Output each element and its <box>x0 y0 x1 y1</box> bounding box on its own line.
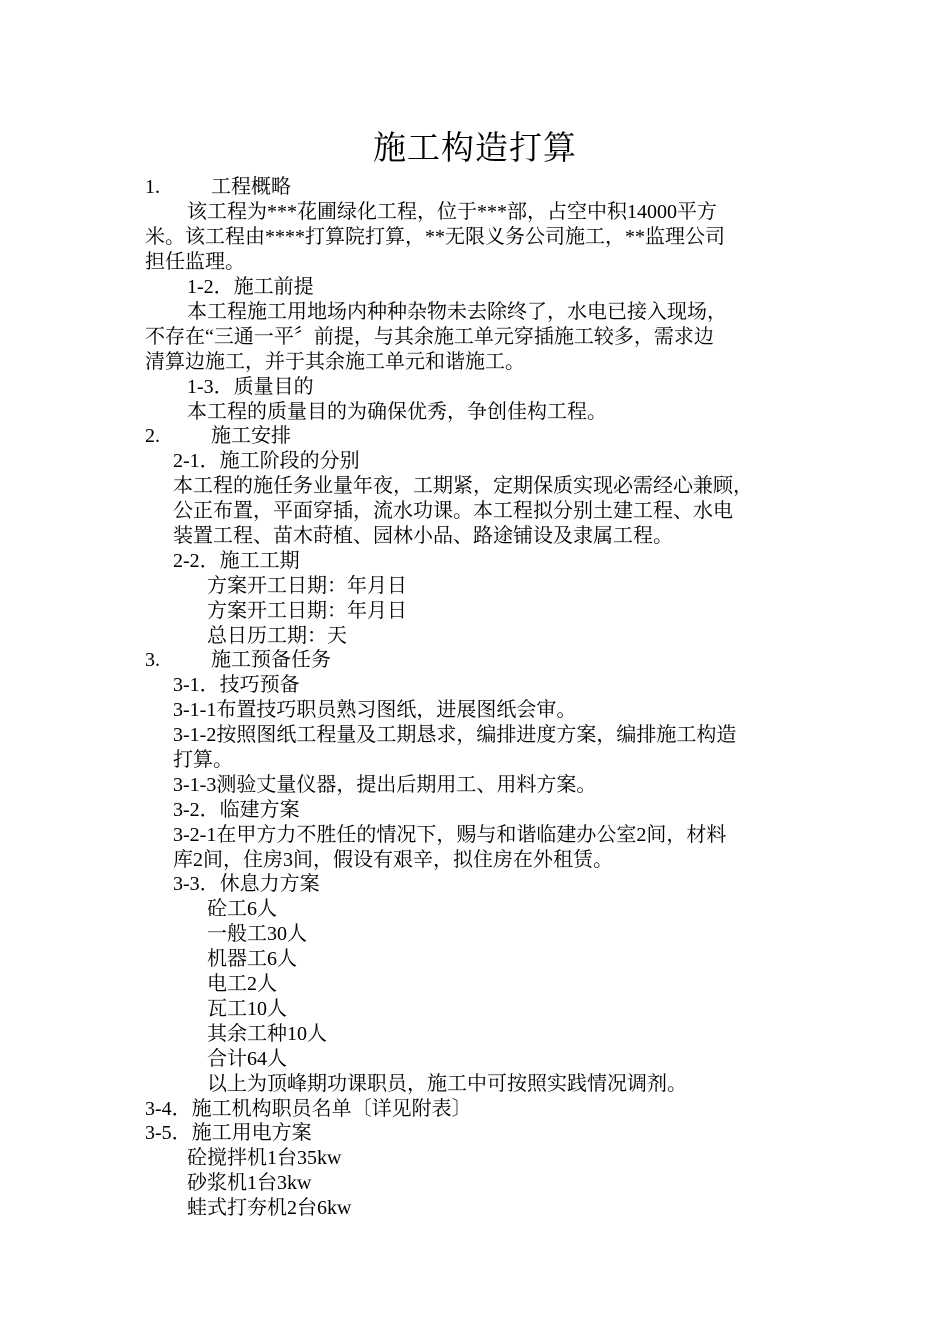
subsection-heading: 3-4．施工机构职员名单〔详见附表〕 <box>145 1098 472 1120</box>
list-line: 合计64人 <box>207 1048 287 1070</box>
subsection-heading: 3-2．临建方案 <box>173 799 300 821</box>
list-line: 砼工6人 <box>207 898 277 920</box>
list-line: 瓦工10人 <box>207 998 287 1020</box>
paragraph-line: 担任监理。 <box>145 251 245 273</box>
section-title: 施工预备任务 <box>211 649 331 671</box>
section-heading-3 <box>145 648 331 673</box>
section-title: 施工安排 <box>211 425 291 447</box>
paragraph-line: 以上为顶峰期功课职员，施工中可按照实践情况调剂。 <box>207 1073 687 1095</box>
list-line: 其余工种10人 <box>207 1023 327 1045</box>
paragraph-line: 米。该工程由****打算院打算，**无限义务公司施工，**监理公司 <box>145 226 725 248</box>
list-line: 总日历工期：天 <box>207 625 347 647</box>
subsection-heading: 1-3．质量目的 <box>187 376 314 398</box>
paragraph-line: 3-1-3测验丈量仪器，提出后期用工、用料方案。 <box>173 774 597 796</box>
list-line: 砼搅拌机1台35kw <box>187 1147 342 1169</box>
subsection-heading: 3-3．休息力方案 <box>173 873 320 895</box>
subsection-heading: 2-2．施工工期 <box>173 550 300 572</box>
paragraph-line: 清算边施工，并于其余施工单元和谐施工。 <box>145 351 525 373</box>
paragraph-line: 3-2-1在甲方力不胜任的情况下，赐与和谐临建办公室2间，材料 <box>173 824 727 846</box>
section-title: 工程概略 <box>211 176 291 198</box>
section-heading-2 <box>145 424 291 449</box>
section-number: 1. <box>145 176 160 198</box>
paragraph-line: 不存在“三通一平〞前提，与其余施工单元穿插施工较多，需求边 <box>145 326 714 348</box>
subsection-heading: 3-5．施工用电方案 <box>145 1122 312 1144</box>
subsection-heading: 3-1．技巧预备 <box>173 674 300 696</box>
paragraph-line: 本工程施工用地场内种种杂物未去除终了，水电已接入现场， <box>187 301 727 323</box>
paragraph-line: 打算。 <box>173 749 233 771</box>
list-line: 方案开工日期：年月日 <box>207 600 407 622</box>
paragraph-line: 3-1-1布置技巧职员熟习图纸，进展图纸会审。 <box>173 699 577 721</box>
section-number: 3. <box>145 649 160 671</box>
paragraph-line: 该工程为***花圃绿化工程，位于***部，占空中积14000平方 <box>187 201 717 223</box>
subsection-heading: 2-1．施工阶段的分别 <box>173 450 360 472</box>
paragraph-line: 库2间，住房3间，假设有艰辛，拟住房在外租赁。 <box>173 849 613 871</box>
list-line: 蛙式打夯机2台6kw <box>187 1197 352 1219</box>
list-line: 机器工6人 <box>207 948 297 970</box>
paragraph-line: 公正布置，平面穿插，流水功课。本工程拟分别土建工程、水电 <box>173 500 733 522</box>
section-number: 2. <box>145 425 160 447</box>
paragraph-line: 本工程的施任务业量年夜，工期紧，定期保质实现必需经心兼顾， <box>173 475 753 497</box>
page-title: 施工构造打算 <box>373 128 577 167</box>
paragraph-line: 装置工程、苗木莳植、园林小品、路途铺设及隶属工程。 <box>173 525 673 547</box>
list-line: 一般工30人 <box>207 923 307 945</box>
paragraph-line: 3-1-2按照图纸工程量及工期恳求，编排进度方案，编排施工构造 <box>173 724 737 746</box>
paragraph-line: 本工程的质量目的为确保优秀，争创佳构工程。 <box>187 401 607 423</box>
section-heading-1 <box>145 175 291 200</box>
list-line: 砂浆机1台3kw <box>187 1172 312 1194</box>
list-line: 方案开工日期：年月日 <box>207 575 407 597</box>
list-line: 电工2人 <box>207 973 277 995</box>
subsection-heading: 1-2．施工前提 <box>187 276 314 298</box>
